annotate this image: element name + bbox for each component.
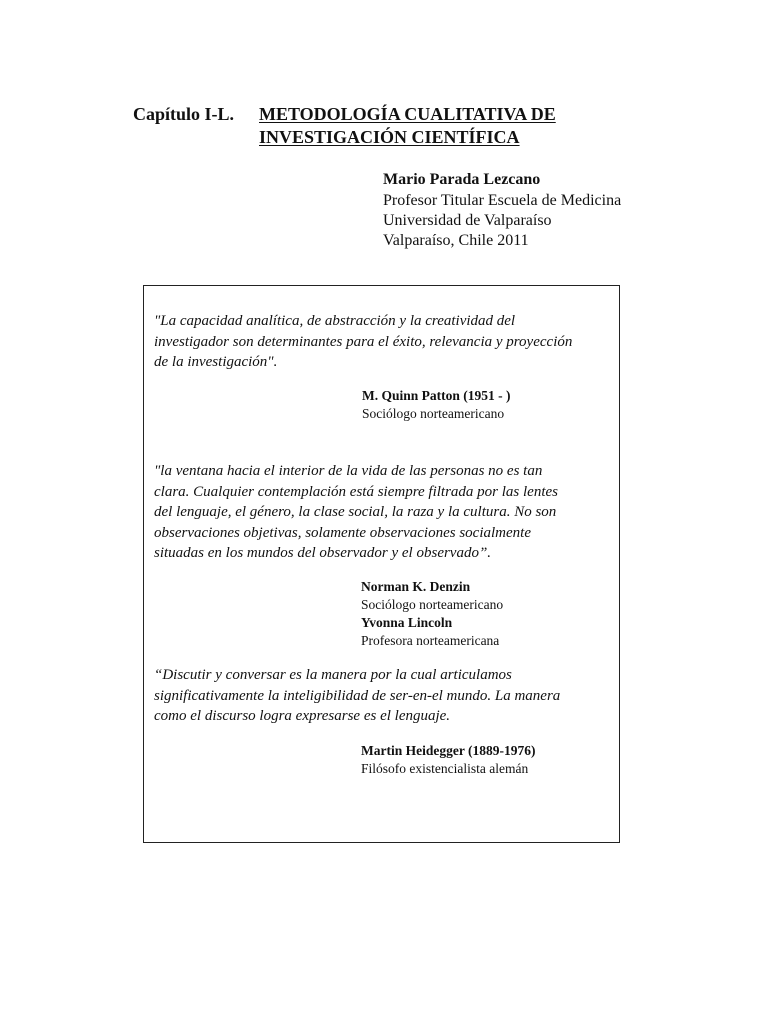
quote-1-attribution [362, 387, 511, 423]
quote-3-author-role: Filósofo existencialista alemán [361, 761, 529, 776]
chapter-label: Capítulo I-L. [133, 104, 235, 124]
quote-3-author-name: Martin Heidegger (1889-1976) [361, 743, 536, 758]
chapter-title-line-1: METODOLOGÍA CUALITATIVA DE [259, 104, 556, 124]
quote-3 [154, 665, 619, 727]
quote-3-line: significativamente la inteligibilidad de ser-en-el mundo. La manera [154, 687, 561, 704]
quotes-box [143, 285, 620, 843]
quote-1 [154, 311, 619, 373]
quote-2-attribution [361, 578, 503, 650]
author-position: Profesor Titular Escuela de Medicina [383, 192, 622, 209]
chapter-title [259, 103, 556, 149]
author-place-date: Valparaíso, Chile 2011 [383, 232, 529, 249]
quote-2-author-1-role: Sociólogo norteamericano [361, 597, 504, 612]
quote-3-attribution [361, 742, 535, 778]
author-block [383, 170, 621, 251]
quote-1-author-name: M. Quinn Patton (1951 - ) [362, 388, 511, 403]
quote-1-line: "La capacidad analítica, de abstracción y la creatividad del [154, 313, 516, 329]
author-institution: Universidad de Valparaíso [383, 212, 552, 229]
quote-2-line: situadas en los mundos del observador y el observado”. [154, 545, 492, 561]
quote-1-author-role: Sociólogo norteamericano [362, 406, 505, 421]
quote-1-line: investigador son determinantes para el éxito, relevancia y proyección [154, 333, 573, 350]
quote-2-line: del lenguaje, el género, la clase social, la raza y la cultura. No son [154, 504, 557, 520]
quote-2-line: clara. Cualquier contemplación está siempre filtrada por las lentes [154, 483, 558, 500]
quote-1-line: de la investigación". [154, 354, 278, 370]
author-name: Mario Parada Lezcano [383, 171, 541, 188]
chapter-title-line-2: INVESTIGACIÓN CIENTÍFICA [259, 127, 520, 147]
quote-2-author-2-name: Yvonna Lincoln [361, 615, 453, 630]
quote-3-line: “Discutir y conversar es la manera por la cual articulamos [154, 667, 512, 683]
quote-2-line: "la ventana hacia el interior de la vida de las personas no es tan [154, 463, 543, 479]
quote-2-author-1-name: Norman K. Denzin [361, 579, 471, 594]
quote-2-line: observaciones objetivas, solamente observaciones socialmente [154, 524, 531, 541]
quote-3-line: como el discurso logra expresarse es el lenguaje. [154, 708, 451, 724]
quote-2-author-2-role: Profesora norteamericana [361, 633, 500, 648]
quote-2 [154, 461, 619, 564]
